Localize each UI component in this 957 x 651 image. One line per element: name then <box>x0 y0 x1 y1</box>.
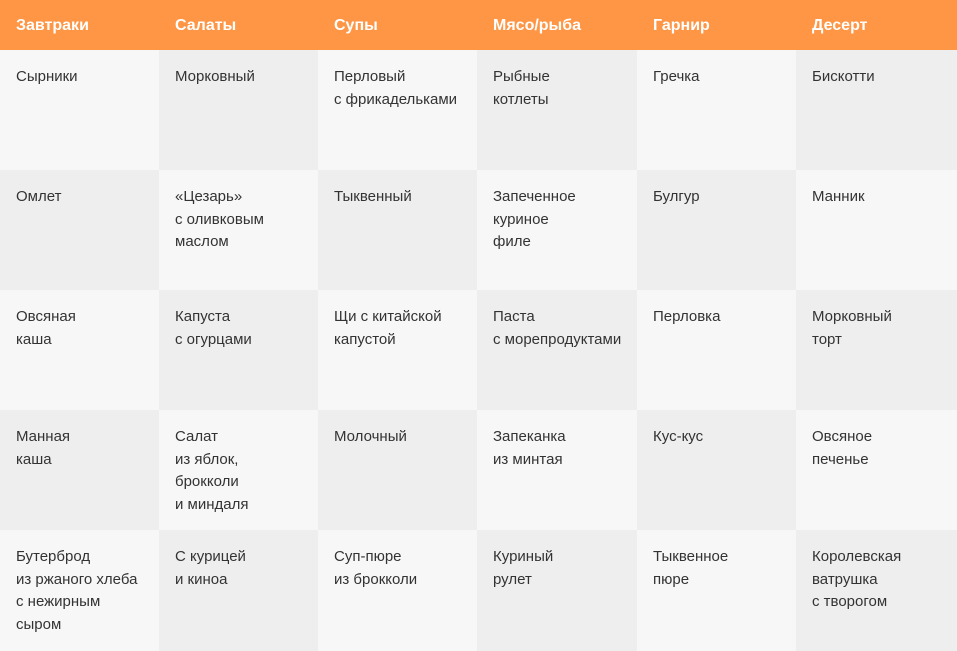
table-cell-salad: С курицей и киноа <box>159 530 318 651</box>
table-cell-dessert: Бискотти <box>796 50 957 170</box>
table-cell-soup: Тыквенный <box>318 170 477 290</box>
table-cell-salad: Капуста с огурцами <box>159 290 318 410</box>
table-cell-dessert: Королевская ватрушка с творогом <box>796 530 957 651</box>
table-cell-breakfast: Сырники <box>0 50 159 170</box>
table-cell-breakfast: Манная каша <box>0 410 159 530</box>
table-cell-meat-fish: Рыбные котлеты <box>477 50 637 170</box>
table-cell-salad: Морковный <box>159 50 318 170</box>
header-breakfast: Завтраки <box>0 0 159 50</box>
table-cell-breakfast: Омлет <box>0 170 159 290</box>
table-cell-meat-fish: Куриный рулет <box>477 530 637 651</box>
table-cell-salad: «Цезарь» с оливковым маслом <box>159 170 318 290</box>
table-cell-breakfast: Бутерброд из ржаного хлеба с нежирным сыром <box>0 530 159 651</box>
table-cell-soup: Молочный <box>318 410 477 530</box>
table-cell-garnish: Гречка <box>637 50 796 170</box>
table-cell-garnish: Перловка <box>637 290 796 410</box>
table-cell-meat-fish: Запеченное куриное филе <box>477 170 637 290</box>
header-meat-fish: Мясо/рыба <box>477 0 637 50</box>
table-cell-salad: Салат из яблок, брокколи и миндаля <box>159 410 318 530</box>
table-cell-dessert: Овсяное печенье <box>796 410 957 530</box>
table-cell-meat-fish: Паста с морепродуктами <box>477 290 637 410</box>
table-cell-garnish: Кус-кус <box>637 410 796 530</box>
table-cell-meat-fish: Запеканка из минтая <box>477 410 637 530</box>
header-dessert: Десерт <box>796 0 957 50</box>
header-salads: Салаты <box>159 0 318 50</box>
table-cell-dessert: Манник <box>796 170 957 290</box>
table-cell-soup: Щи с китайской капустой <box>318 290 477 410</box>
header-garnish: Гарнир <box>637 0 796 50</box>
table-cell-breakfast: Овсяная каша <box>0 290 159 410</box>
table-cell-soup: Суп-пюре из брокколи <box>318 530 477 651</box>
table-cell-soup: Перловый с фрикадельками <box>318 50 477 170</box>
table-cell-garnish: Тыквенное пюре <box>637 530 796 651</box>
header-soups: Супы <box>318 0 477 50</box>
table-cell-dessert: Морковный торт <box>796 290 957 410</box>
table-cell-garnish: Булгур <box>637 170 796 290</box>
